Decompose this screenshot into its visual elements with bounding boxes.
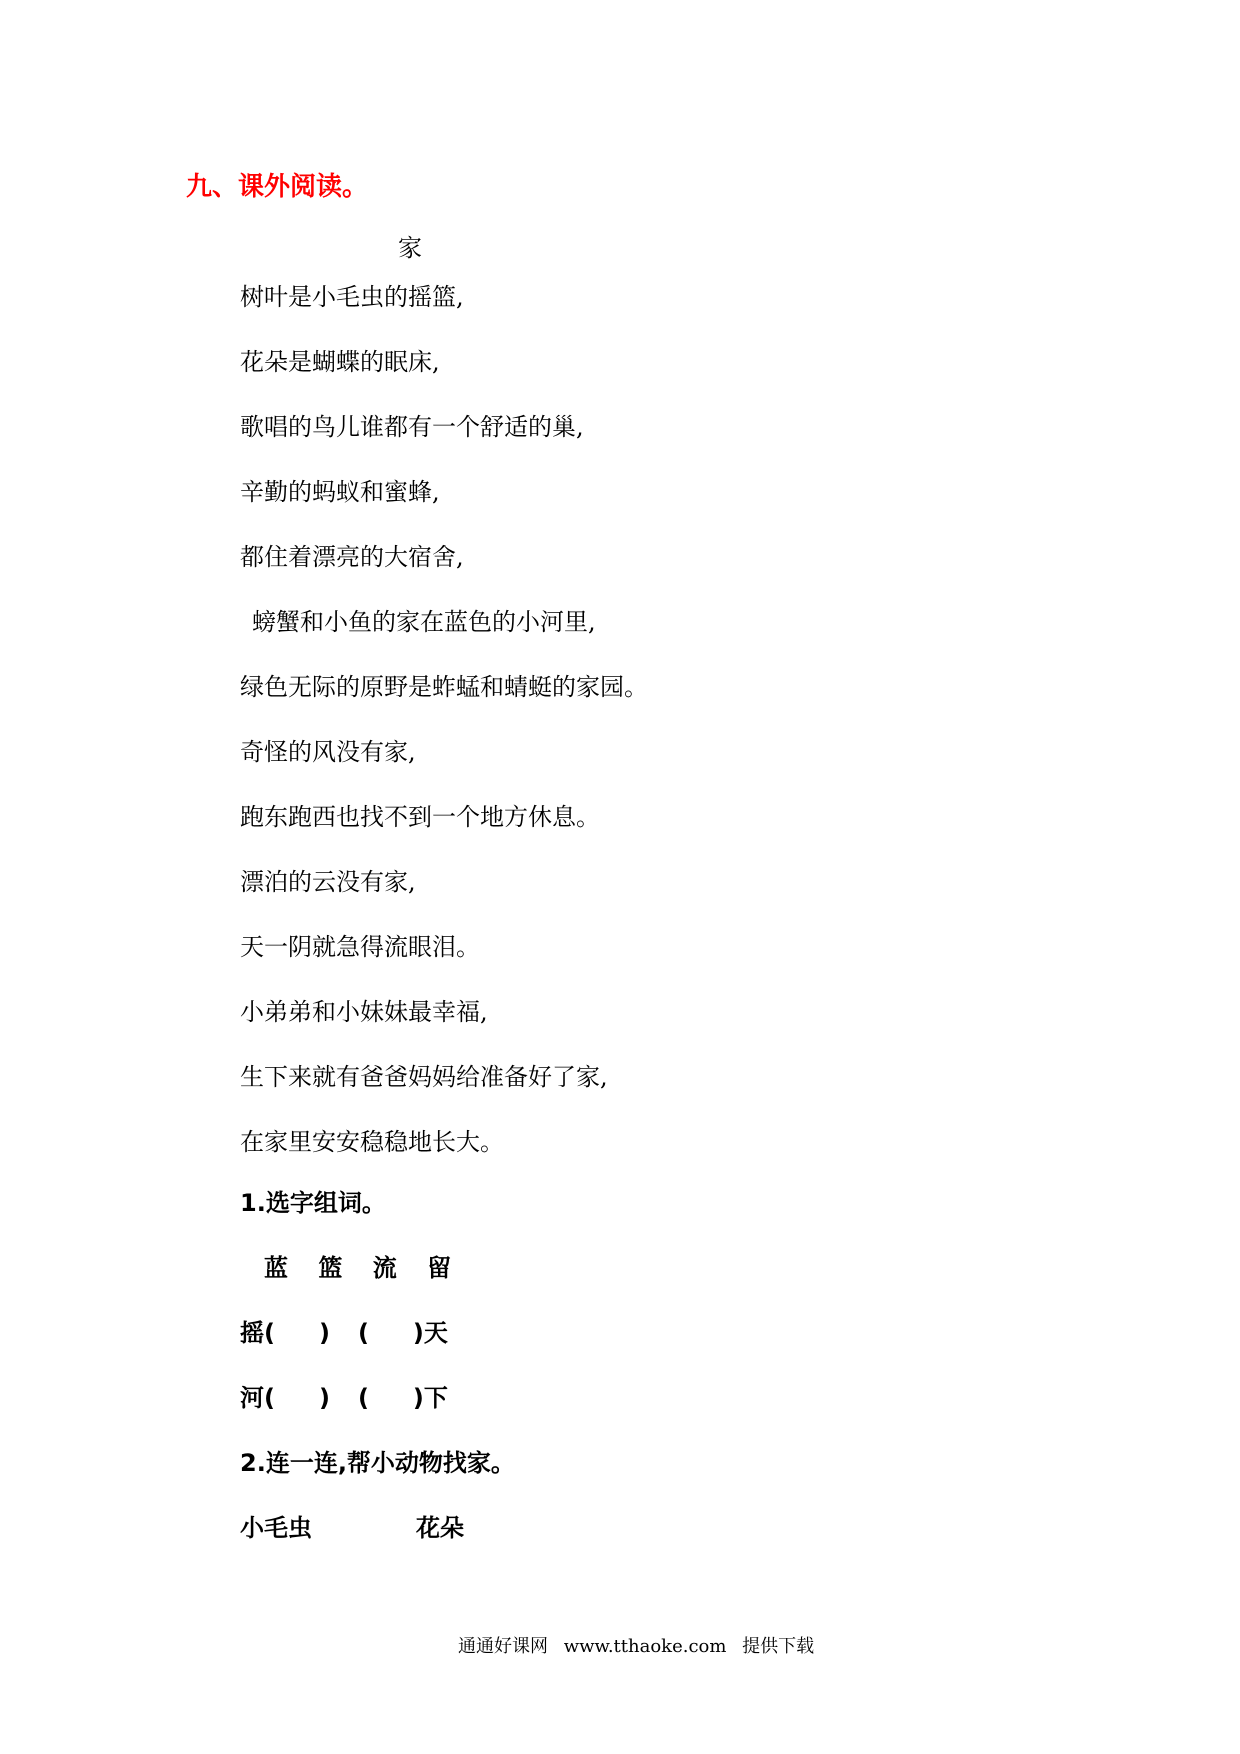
word-prefix: ( [357, 1384, 369, 1412]
word-suffix: )下 [412, 1384, 448, 1412]
choice-char: 流 [372, 1254, 397, 1282]
question-1-title: 1.选字组词。 [240, 1189, 386, 1217]
poem-line: 在家里安安稳稳地长大。 [240, 1128, 504, 1156]
word-suffix: ) [318, 1319, 330, 1347]
poem-line: 辛勤的蚂蚁和蜜蜂, [240, 478, 440, 506]
poem-line: 花朵是蝴蝶的眠床, [240, 348, 440, 376]
question-1-choices [240, 1253, 515, 1318]
word-prefix: ( [357, 1319, 369, 1347]
match-right-item[interactable]: 花朵 [416, 1514, 464, 1542]
word-prefix: 摇( [240, 1319, 275, 1347]
question-1-row-2 [240, 1383, 515, 1448]
question-1-row-1 [240, 1318, 515, 1383]
poem-line: 绿色无际的原野是蚱蜢和蜻蜓的家园。 [240, 673, 648, 701]
choice-char: 蓝 [264, 1254, 288, 1282]
poem-line: 生下来就有爸爸妈妈给准备好了家, [240, 1063, 608, 1091]
questions-block [240, 1188, 515, 1578]
question-2-title: 2.连一连,帮小动物找家。 [240, 1449, 515, 1477]
poem-body [240, 282, 648, 1192]
footer-site-name: 通通好课网 [458, 1636, 548, 1657]
section-heading: 九、课外阅读。 [186, 172, 369, 202]
poem-line: 奇怪的风没有家, [240, 738, 416, 766]
page-footer [458, 1632, 824, 1658]
word-suffix: ) [318, 1384, 330, 1412]
poem-line: 跑东跑西也找不到一个地方休息。 [240, 803, 600, 831]
poem-line: 漂泊的云没有家, [240, 868, 416, 896]
poem-line: 歌唱的鸟儿谁都有一个舒适的巢, [240, 413, 584, 441]
choice-char: 篮 [318, 1254, 343, 1282]
word-suffix: )天 [412, 1319, 448, 1347]
poem-line: 天一阴就急得流眼泪。 [240, 933, 480, 961]
poem-title: 家 [398, 234, 422, 262]
match-left-item[interactable]: 小毛虫 [240, 1514, 312, 1542]
poem-line: 树叶是小毛虫的摇篮, [240, 283, 464, 311]
poem-line: 小弟弟和小妹妹最幸福, [240, 998, 488, 1026]
footer-url[interactable]: www.tthaoke.com [563, 1636, 727, 1657]
poem-line: 都住着漂亮的大宿舍, [240, 543, 464, 571]
footer-suffix: 提供下载 [742, 1636, 815, 1657]
word-prefix: 河( [240, 1384, 275, 1412]
poem-line: 螃蟹和小鱼的家在蓝色的小河里, [252, 608, 596, 636]
question-2-match-row [240, 1513, 515, 1578]
choice-char: 留 [427, 1254, 452, 1282]
